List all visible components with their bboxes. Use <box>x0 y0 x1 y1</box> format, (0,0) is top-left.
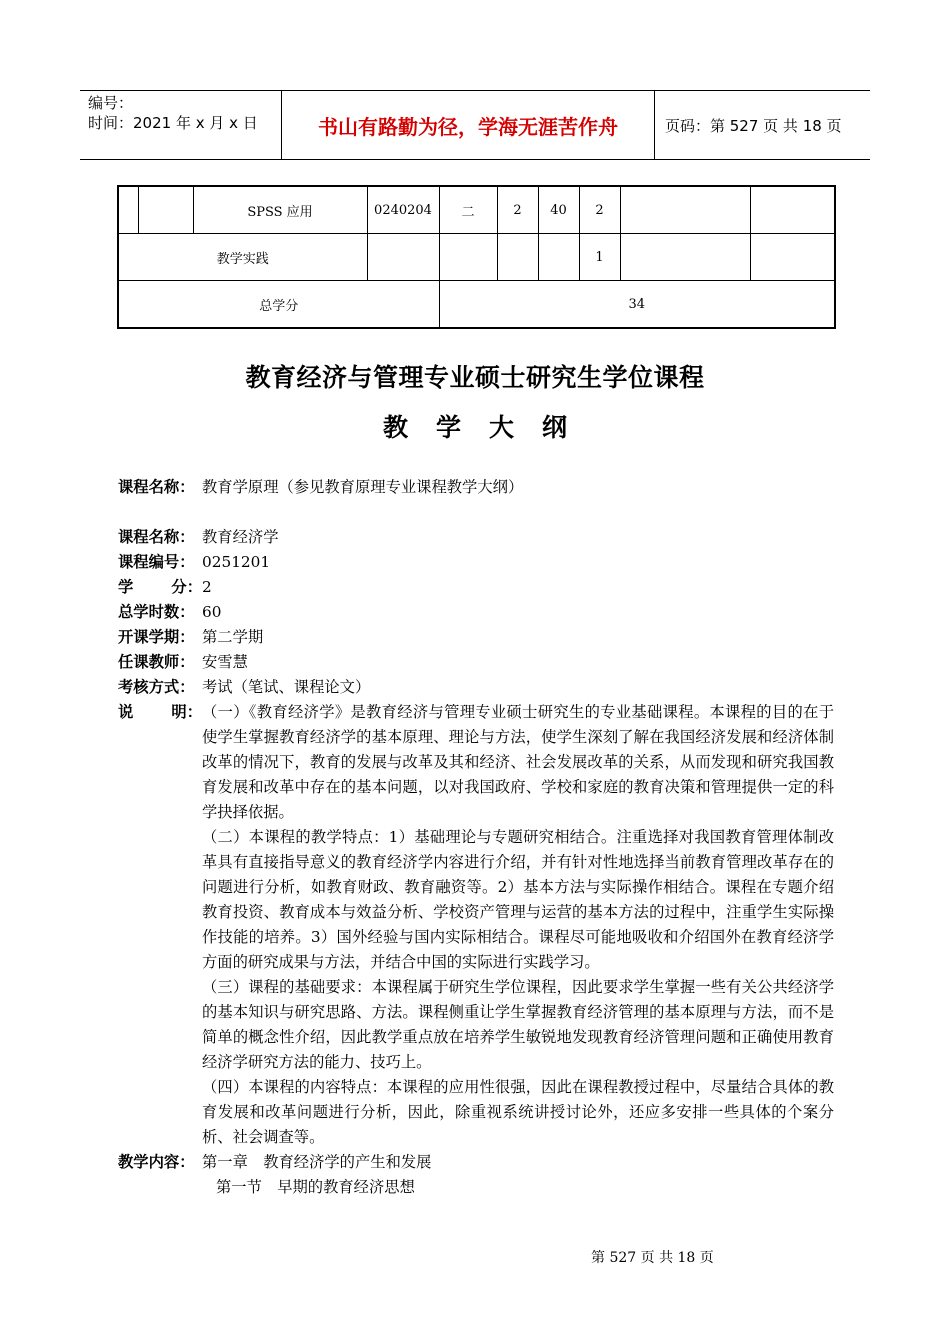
table-cell <box>497 234 538 281</box>
description-label-a: 说 <box>118 703 134 721</box>
course-code-row <box>118 550 834 575</box>
description-paragraph: （一）《教育经济学》是教育经济与管理专业硕士研究生的专业基础课程。本课程的目的在于使学生掌握教育经济学的基本原理、理论与方法，使学生深刻了解在我国经济发展和经济体制改革的情况下，教育的发展与改革及其和经济、社会发展改革的关系，从而发现和研究我国教育发展和改革中存在的基本问题，以对我国政府、学校和家庭的教育决策和管理提供一定的科学抉择依据。 <box>202 703 834 821</box>
course-name-cell: SPSS 应用 <box>193 186 367 234</box>
content-label: 教学内容： <box>118 1153 195 1171</box>
exam-row <box>118 675 834 700</box>
header-page-info: 页码：第 527 页 共 18 页 <box>665 116 842 135</box>
description-paragraph: （四）本课程的内容特点：本课程的应用性很强，因此在课程教授过程中，尽量结合具体的教育发展和改革问题进行分析，因此，除重视系统讲授讨论外，还应多安排一些具体的个案分析、社会调查等。 <box>202 1078 834 1146</box>
course-code-label: 课程编号： <box>118 553 195 571</box>
course-name-row <box>118 525 834 550</box>
hours-cell: 40 <box>538 186 579 234</box>
course-name-value: 教育经济学 <box>202 528 279 546</box>
description-row <box>118 700 834 1150</box>
practice-col6-cell: 1 <box>579 234 620 281</box>
content-row <box>118 1150 834 1175</box>
credit-label-a: 学 <box>118 578 134 596</box>
header-meta <box>80 91 282 159</box>
table-cell <box>538 234 579 281</box>
credit-value: 2 <box>202 578 212 596</box>
course0-row <box>118 475 834 500</box>
term-label: 开课学期： <box>118 628 195 646</box>
section-row <box>118 1175 834 1200</box>
table-cell <box>620 186 750 234</box>
table-cell <box>750 234 835 281</box>
description-label-b: 明： <box>171 703 202 721</box>
course-table <box>117 185 836 329</box>
course-name-label: 课程名称： <box>118 528 195 546</box>
table-cell <box>750 186 835 234</box>
credit-row <box>118 575 834 600</box>
teacher-value: 安雪慧 <box>202 653 248 671</box>
credit-label <box>118 575 202 600</box>
course-code-value: 0251201 <box>202 553 271 571</box>
description-body <box>202 700 834 1150</box>
exam-label: 考核方式： <box>118 678 195 696</box>
hours-row <box>118 600 834 625</box>
table-cell <box>620 234 750 281</box>
course0-label: 课程名称： <box>118 478 195 496</box>
table-cell <box>138 186 193 234</box>
practice-label-cell: 教学实践 <box>118 234 367 281</box>
description-paragraph: （三）课程的基础要求：本课程属于研究生学位课程，因此要求学生掌握一些有关公共经济学的基本知识与研究思路、方法。课程侧重让学生掌握教育经济管理的基本原理与方法，而不是简单的概念性介绍，因此教学重点放在培养学生敏锐地发现教育经济管理问题和正确使用教育经济学研究方法的能力、技巧上。 <box>202 978 834 1071</box>
description-label <box>118 700 202 725</box>
document-title: 教育经济与管理专业硕士研究生学位课程 <box>245 363 705 392</box>
teacher-row <box>118 650 834 675</box>
page-footer: 第 527 页 共 18 页 <box>591 1250 714 1266</box>
table-row <box>118 281 835 329</box>
table-row <box>118 234 835 281</box>
course0-value: 教育学原理（参见教育原理专业课程教学大纲） <box>202 478 524 496</box>
document-subtitle: 教学大纲 <box>382 413 595 442</box>
number-label: 编号： <box>88 94 134 112</box>
chapter-heading: 第一章 教育经济学的产生和发展 <box>202 1153 432 1171</box>
section-heading: 第一节 早期的教育经济思想 <box>216 1178 415 1196</box>
col6-cell: 2 <box>579 186 620 234</box>
course-code-cell: 0240204 <box>367 186 439 234</box>
hours-label: 总学时数： <box>118 603 195 621</box>
section-spacer <box>118 1175 202 1200</box>
time-label: 时间：2021 年 x 月 x 日 <box>88 114 258 132</box>
total-credits-label-cell: 总学分 <box>118 281 439 329</box>
description-paragraph: （二）本课程的教学特点：1）基础理论与专题研究相结合。注重选择对我国教育管理体制改革具有直接指导意义的教育经济学内容进行介绍，并有针对性地选择当前教育管理改革存在的问题进行分析，如教育财政、教育融资等。2）基本方法与实际操作相结合。课程在专题介绍教育投资、教育成本与效益分析、学校资产管理与运营的基本方法的过程中，注重学生实际操作技能的培养。3）国外经验与国内实际相结合。课程尽可能地吸收和介绍国外在教育经济学方面的研究成果与方法，并结合中国的实际进行实践学习。 <box>202 828 834 971</box>
table-cell <box>367 234 439 281</box>
exam-value: 考试（笔试、课程论文） <box>202 678 371 696</box>
hours-value: 60 <box>202 603 222 621</box>
credit-label-b: 分： <box>171 578 202 596</box>
credits-cell: 2 <box>497 186 538 234</box>
term-cell: 二 <box>439 186 497 234</box>
term-row <box>118 625 834 650</box>
total-credits-value-cell: 34 <box>439 281 835 329</box>
table-row <box>118 186 835 234</box>
term-value: 第二学期 <box>202 628 264 646</box>
syllabus-content <box>118 475 834 1200</box>
page-header <box>80 90 870 160</box>
teacher-label: 任课教师： <box>118 653 195 671</box>
table-cell <box>439 234 497 281</box>
header-motto: 书山有路勤为径，学海无涯苦作舟 <box>282 91 655 159</box>
table-cell <box>118 186 138 234</box>
